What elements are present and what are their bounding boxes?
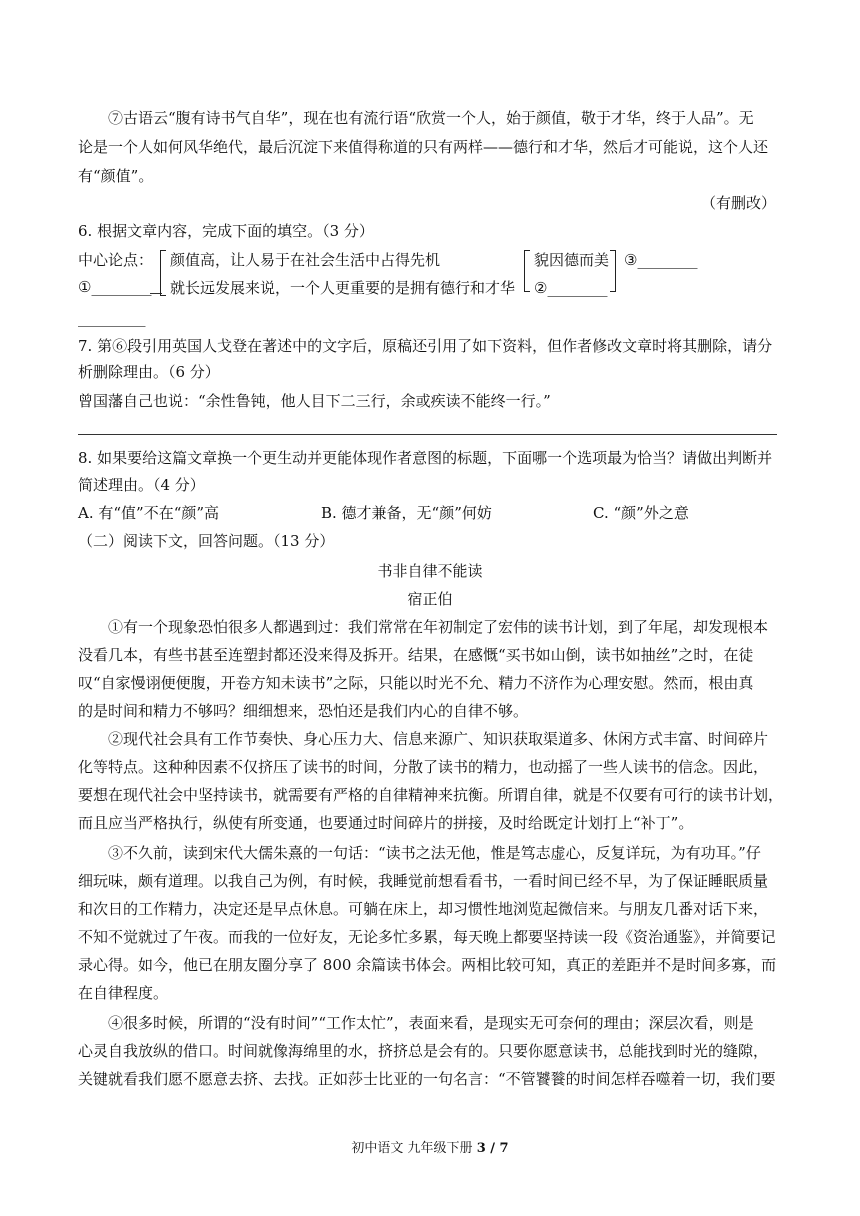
para7-line-2: 论是一个人如何风华绝代，最后沉淀下来值得称道的只有两样——德行和才华，然后才可能说，这个人还 <box>78 138 769 156</box>
para2-line-4: 而且应当严格执行，纵使有所变通，也要通过时间碎片的拼接，及时给既定计划打上“补丁”。 <box>78 814 694 832</box>
page-footer <box>0 1139 860 1159</box>
para3-line-3: 和次日的工作精力，决定还是早点休息。可躺在床上，却习惯性地浏览起微信来。与朋友几番对话下来， <box>78 900 769 918</box>
para7-line-3: 有“颜值”。 <box>78 167 154 185</box>
blank-1[interactable]: ①________ <box>78 278 152 296</box>
question-8-line-1: 8. 如果要给这篇文章换一个更生动并更能体现作者意图的标题，下面哪一个选项最为恰当？请做出判断并 <box>78 449 773 467</box>
left-brace <box>160 250 166 296</box>
page-number: 3 / 7 <box>476 1141 509 1156</box>
option-c[interactable]: C. “颜”外之意 <box>593 504 689 522</box>
para3-line-6: 在自律程度。 <box>78 984 169 1002</box>
footer-text: 初中语文 九年级下册 <box>351 1141 477 1156</box>
para2-line-1: ②现代社会具有工作节奏快、身心压力大、信息来源广、知识获取渠道多、休闲方式丰富、时间碎片 <box>108 730 769 748</box>
para4-line-1: ④很多时候，所谓的“没有时间”“工作太忙”，表面来看，是现实无可奈何的理由；深层次看，则是 <box>108 1014 754 1032</box>
blank-2[interactable]: ②________ <box>534 279 608 297</box>
para7-line-1: ⑦古语云“腹有诗书气自华”，现在也有流行语“欣赏一个人，始于颜值，敬于才华，终于人品”。无 <box>108 109 754 127</box>
question-7-line-1: 7. 第⑥段引用英国人戈登在著述中的文字后，原稿还引用了如下资料，但作者修改文章时将其删除，请分 <box>78 337 773 355</box>
para2-line-2: 化等特点。这种种因素不仅挤压了读书的时间，分散了读书的精力，也动摇了一些人读书的信念。因此， <box>78 758 769 776</box>
article-title: 书非自律不能读 <box>377 562 483 580</box>
blank-1-tail[interactable]: _________ <box>78 309 146 327</box>
question-7-quote: 曾国藩自己也说：“余性鲁钝，他人目下二三行，余或疾读不能终一行。” <box>78 392 551 410</box>
section-2-heading: （二）阅读下文，回答问题。（13 分） <box>78 532 335 550</box>
sub-point-1: 貌因德而美 <box>534 251 610 269</box>
question-7-line-2: 析删除理由。（6 分） <box>78 363 220 381</box>
answer-line[interactable] <box>78 434 777 435</box>
right-brace <box>610 250 616 292</box>
branch-2: 就长远发展来说，一个人更重要的是拥有德行和才华 <box>170 279 516 297</box>
blank-3[interactable]: ③________ <box>624 251 698 269</box>
para3-line-5: 录心得。如今，他已在朋友圈分享了 800 余篇读书体会。两相比较可知，真正的差距并不是时间多寡，而 <box>78 956 777 974</box>
question-8-line-2: 简述理由。（4 分） <box>78 476 205 494</box>
para3-line-4: 不知不觉就过了午夜。而我的一位好友，无论多忙多累，每天晚上都要坚持读一段《资治通鉴》，并简要记 <box>78 928 776 946</box>
para4-line-3: 关键就看我们愿不愿意去挤、去找。正如莎士比亚的一句名言：“不管饕餮的时间怎样吞噬着一切，我们要 <box>78 1070 776 1088</box>
para1-line-3: 叹“自家慢诩便便腹，开卷方知未读书”之际，只能以时光不允、精力不济作为心理安慰。然而，根由真 <box>78 674 754 692</box>
para1-line-2: 没看几本，有些书甚至连塑封都还没来得及拆开。结果，在感慨“买书如山倒，读书如抽丝”之时，在徒 <box>78 646 754 664</box>
para4-line-2: 心灵自我放纵的借口。时间就像海绵里的水，挤挤总是会有的。只要你愿意读书，总能找到时光的缝隙， <box>78 1042 769 1060</box>
para3-line-1: ③不久前，读到宋代大儒朱熹的一句话：“读书之法无他，惟是笃志虚心，反复详玩，为有功耳。”仔 <box>108 844 761 862</box>
central-argument-label: 中心论点： <box>78 251 154 269</box>
para3-line-2: 细玩味，颇有道理。以我自己为例，有时候，我睡觉前想看看书，一看时间已经不早，为了保证睡眠质量 <box>78 872 769 890</box>
para1-line-1: ①有一个现象恐怕很多人都遇到过：我们常常在年初制定了宏伟的读书计划，到了年尾，却发现根本 <box>108 618 769 636</box>
article-author: 宿正伯 <box>407 590 453 608</box>
para1-line-4: 的是时间和精力不够吗？细细想来，恐怕还是我们内心的自律不够。 <box>78 702 529 720</box>
option-a[interactable]: A. 有“值”不在“颜”高 <box>78 504 220 522</box>
para2-line-3: 要想在现代社会中坚持读书，就需要有严格的自律精神来抗衡。所谓自律，就是不仅要有可行的读书计划， <box>78 786 784 804</box>
edit-note: （有删改） <box>700 194 776 212</box>
option-b[interactable]: B. 德才兼备，无“颜”何妨 <box>321 504 492 522</box>
question-6-title: 6. 根据文章内容，完成下面的填空。（3 分） <box>78 222 374 240</box>
sub-brace <box>524 250 530 292</box>
branch-1: 颜值高，让人易于在社会生活中占得先机 <box>170 251 441 269</box>
